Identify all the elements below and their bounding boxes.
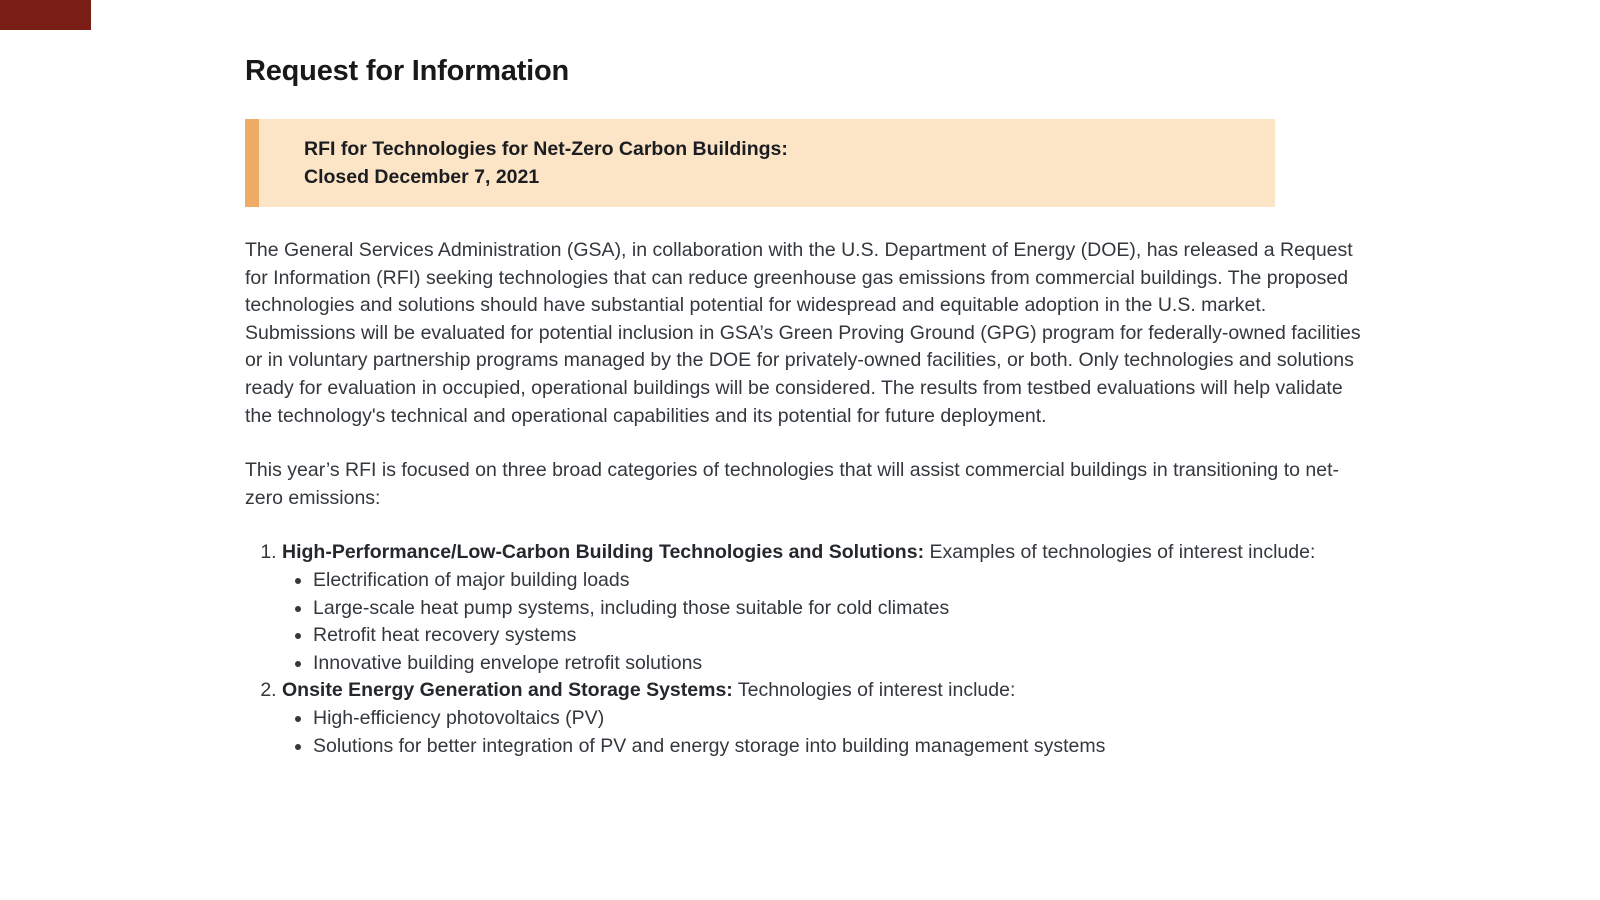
category-item-high-performance [282, 539, 1370, 677]
technology-sublist [282, 705, 1370, 760]
tech-list-item: • Retrofit heat recovery systems [313, 622, 1370, 650]
top-left-red-marker [0, 0, 91, 30]
intro-paragraph: The General Services Administration (GSA), in collaboration with the U.S. Department of Energy (DOE), has released a Request for Information (RFI) seeking technologies that can reduce greenhouse gas emissions from commercial buildings. The proposed technologies and solutions should have substantial potential for widespread and equitable adoption in the U.S. market. Submissions will be evaluated for potential inclusion in GSA’s Green Proving Ground (GPG) program for federally-owned facilities or in voluntary partnership programs managed by the DOE for privately-owned facilities, or both. Only technologies and solutions ready for evaluation in occupied, operational buildings will be considered. The results from testbed evaluations will help validate the technology's technical and operational capabilities and its potential for future deployment. [245, 239, 1361, 427]
callout-closed-date: Closed December 7, 2021 [304, 166, 540, 188]
tech-list-item: • High-efficiency photovoltaics (PV) [313, 705, 1370, 733]
tech-list-item: • Electrification of major building loads [313, 567, 1370, 595]
technology-sublist [282, 567, 1370, 677]
tech-list-item: • Solutions for better integration of PV and energy storage into building management systems [313, 733, 1370, 761]
category-item-onsite-energy [282, 677, 1370, 760]
rfi-document [245, 0, 1375, 760]
tech-list-item: • Large-scale heat pump systems, including those suitable for cold climates [313, 595, 1370, 623]
page-title: Request for Information [245, 55, 570, 87]
category-list [245, 539, 1370, 760]
category-label: Onsite Energy Generation and Storage Systems: [282, 679, 733, 702]
categories-intro-paragraph: This year’s RFI is focused on three broad categories of technologies that will assist commercial buildings in transitioning to net-zero emissions: [245, 459, 1339, 509]
category-description: Technologies of interest include: [732, 679, 1016, 702]
rfi-status-callout [245, 119, 1275, 207]
tech-list-item: • Innovative building envelope retrofit solutions [313, 650, 1370, 678]
callout-title: RFI for Technologies for Net-Zero Carbon Buildings: [304, 138, 788, 160]
category-label: High-Performance/Low-Carbon Building Technologies and Solutions: [282, 541, 925, 564]
category-description: Examples of technologies of interest include: [924, 541, 1316, 564]
